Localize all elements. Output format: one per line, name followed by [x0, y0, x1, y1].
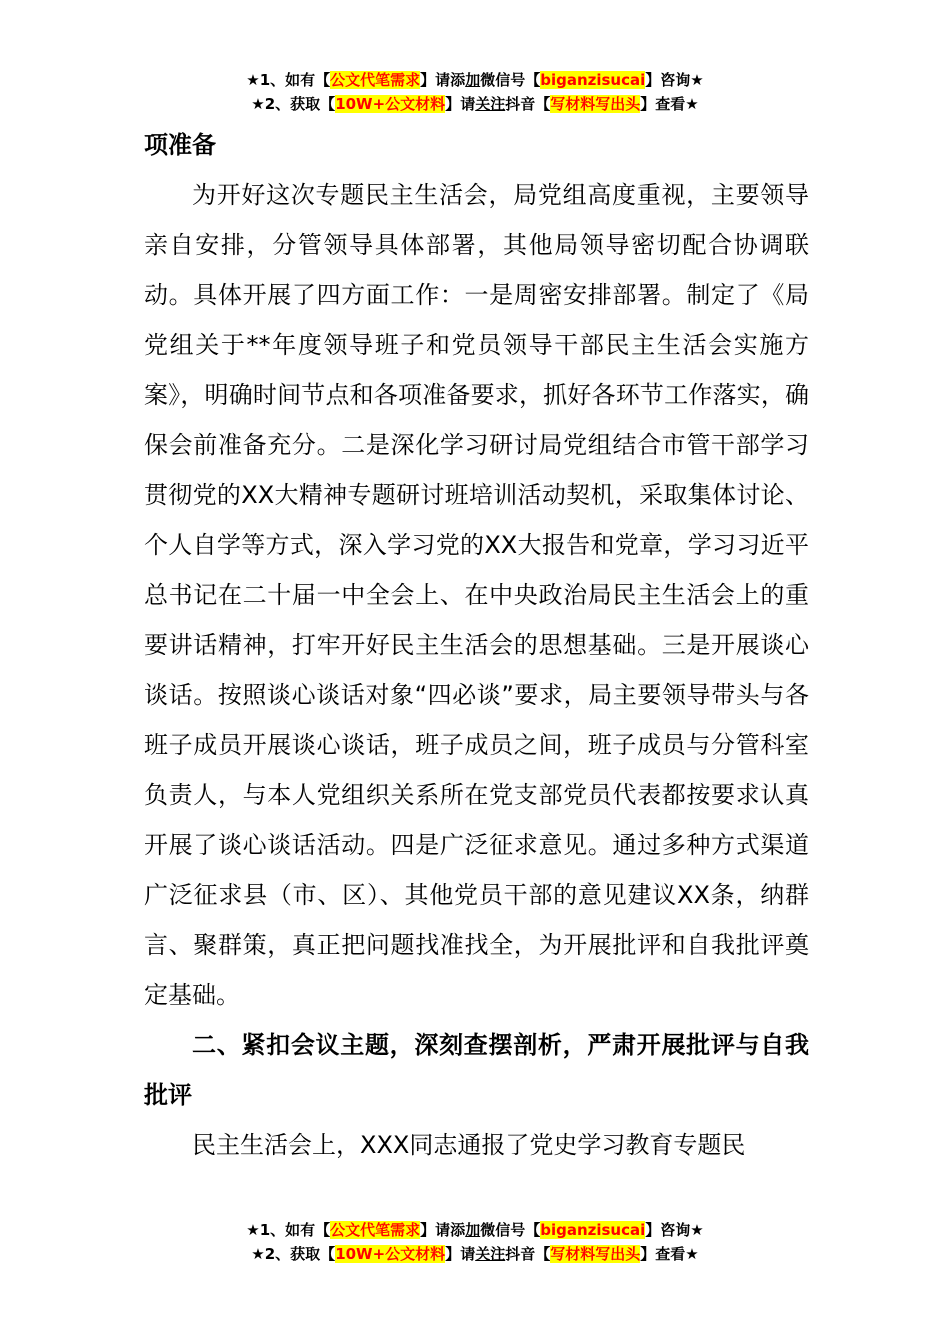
banner-text: 】咨询★ — [645, 1221, 704, 1239]
banner-text: ★1、如有【 — [246, 71, 331, 89]
banner-text: 抖音【 — [505, 1245, 551, 1263]
highlight-douyin-account: 写材料写出头 — [550, 95, 641, 113]
footer-banner — [0, 1218, 950, 1266]
highlight-materials: 10W+公文材料 — [335, 95, 446, 113]
highlight-wechat-id: biganzisucai — [540, 71, 646, 89]
banner-text: 】请 — [445, 1245, 476, 1263]
banner-line-1 — [0, 1218, 950, 1242]
banner-text: 】查看★ — [640, 1245, 699, 1263]
banner-underlined-text: 关注 — [475, 95, 506, 113]
paragraph-preparation: 为开好这次专题民主生活会，局党组高度重视，主要领导亲自安排，分管领导具体部署，其他局领导密切配合协调联动。具体开展了四方面工作：一是周密安排部署。制定了《局党组关于**年度领导班子和党员领导干部民主生活会实施方案》，明确时间节点和各项准备要求，抓好各环节工作落实，确保会前准备充分。二是深化学习研讨局党组结合市管干部学习贯彻党的XX大精神专题研讨班培训活动契机，采取集体讨论、个人自学等方式，深入学习党的XX大报告和党章，学习习近平总书记在二十届一中全会上、在中央政治局民主生活会上的重要讲话精神，打牢开好民主生活会的思想基础。三是开展谈心谈话。按照谈心谈话对象“四必谈”要求，局主要领导带头与各班子成员开展谈心谈话，班子成员之间，班子成员与分管科室负责人，与本人党组织关系所在党支部党员代表都按要求认真开展了谈心谈话活动。四是广泛征求意见。通过多种方式渠道广泛征求县（市、区）、其他党员干部的意见建议XX条，纳群言、聚群策，真正把问题找准找全，为开展批评和自我批评奠定基础。 — [144, 181, 809, 1009]
highlight-douyin-account: 写材料写出头 — [550, 1245, 641, 1263]
paragraph-meeting: 民主生活会上，XXX同志通报了党史学习教育专题民 — [192, 1131, 746, 1159]
banner-underlined-text: 加 — [465, 1221, 481, 1239]
document-body — [144, 120, 809, 1170]
banner-text: 】查看★ — [640, 95, 699, 113]
banner-text: ★1、如有【 — [246, 1221, 331, 1239]
banner-text: 】请添 — [420, 71, 466, 89]
banner-text: 】咨询★ — [645, 71, 704, 89]
highlight-wechat-id: biganzisucai — [540, 1221, 646, 1239]
banner-text: ★2、获取【 — [251, 95, 336, 113]
banner-line-2 — [0, 1242, 950, 1266]
banner-text: ★2、获取【 — [251, 1245, 336, 1263]
banner-line-2 — [0, 92, 950, 116]
banner-text: 】请添 — [420, 1221, 466, 1239]
highlight-service: 公文代笔需求 — [330, 1221, 421, 1239]
banner-line-1 — [0, 68, 950, 92]
banner-text: 】请 — [445, 95, 476, 113]
section-2-title: 二、紧扣会议主题，深刻查摆剖析，严肃开展批评与自我批评 — [144, 1031, 809, 1109]
highlight-service: 公文代笔需求 — [330, 71, 421, 89]
banner-underlined-text: 关注 — [475, 1245, 506, 1263]
banner-underlined-text: 加 — [465, 71, 481, 89]
banner-text: 微信号【 — [480, 1221, 541, 1239]
highlight-materials: 10W+公文材料 — [335, 1245, 446, 1263]
header-banner — [0, 68, 950, 116]
heading-continuation: 项准备 — [144, 131, 216, 159]
banner-text: 抖音【 — [505, 95, 551, 113]
banner-text: 微信号【 — [480, 71, 541, 89]
